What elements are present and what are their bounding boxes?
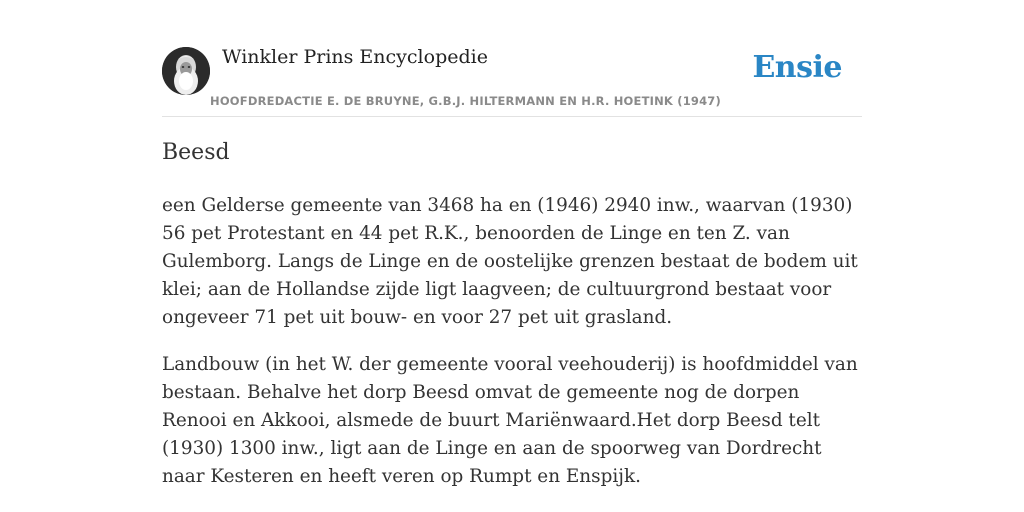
brand-logo-link[interactable]: Ensie bbox=[752, 50, 842, 85]
article-title: Beesd bbox=[162, 140, 230, 165]
article-paragraph: een Gelderse gemeente van 3468 ha en (1946) 2940 inw., waarvan (1930) 56 pet Protestant en 44 pet R.K., benoorden de Linge en ten Z. van Gulemborg. Langs de Linge en de oostelijke grenzen bestaat de bodem uit klei; aan de Hollandse zijde ligt laagveen; de cultuurgrond bestaat voor ongeveer 71 pet uit bouw- en voor 27 pet uit grasland. bbox=[162, 195, 858, 328]
portrait-icon bbox=[162, 47, 210, 95]
article-body bbox=[162, 192, 862, 510]
site-header bbox=[162, 44, 862, 117]
editors-credit: HOOFDREDACTIE E. DE BRUYNE, G.B.J. HILTERMANN EN H.R. HOETINK (1947) bbox=[210, 94, 721, 108]
editor-portrait-avatar bbox=[162, 47, 210, 95]
encyclopedia-title[interactable]: Winkler Prins Encyclopedie bbox=[222, 46, 488, 68]
article-paragraph: Landbouw (in het W. der gemeente vooral veehouderij) is hoofdmiddel van bestaan. Behalve het dorp Beesd omvat de gemeente nog de dorpen Renooi en Akkooi, alsmede de buurt Mariënwaard.Het dorp Beesd telt (1930) 1300 inw., ligt aan de Linge en aan de spoorweg van Dordrecht naar Kesteren en heeft veren op Rumpt en Enspijk. bbox=[162, 354, 858, 487]
